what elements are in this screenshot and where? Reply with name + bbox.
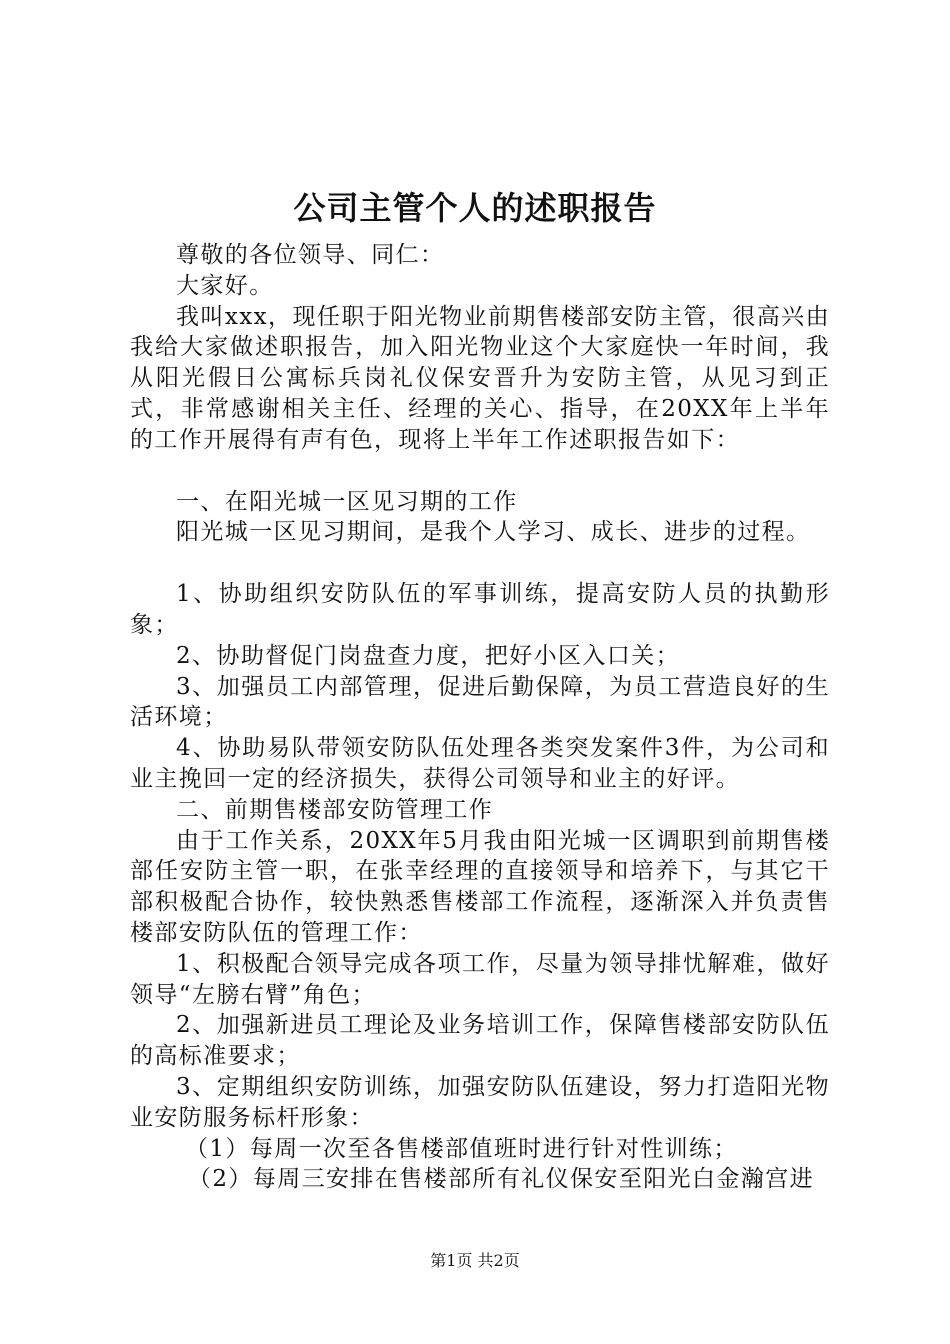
section-2-subitem-1: （1）每周一次至各售楼部值班时进行针对性训练； [185,1135,738,1162]
section-heading-1: 一、在阳光城一区见习期的工作 [176,488,518,515]
salutation: 尊敬的各位领导、同仁： [176,242,445,268]
section-2-intro: 由于工作关系，20XX年5月我由阳光城一区调职到前期售楼部任安防主管一职，在张幸经理的直接领导和培养下，与其它干部积极配合协作，较快熟悉售楼部工作流程，逐渐深入并负责售楼部安防队伍的管理工作： [130,827,830,946]
section-2-subitem-2: （2）每周三安排在售楼部所有礼仪保安至阳光白金瀚宫进 [188,1166,815,1193]
section-1-item-2: 2、协助督促门岗盘查力度，把好小区入口关； [176,642,681,669]
document-title: 公司主管个人的述职报告 [293,189,657,227]
section-1-item-1: 1、协助组织安防队伍的军事训练，提高安防人员的执勤形象； [130,581,830,638]
section-heading-2: 二、前期售楼部安防管理工作 [176,796,494,823]
blank-line [130,548,830,579]
greeting: 大家好。 [176,272,274,299]
section-2-item-2: 2、加强新进员工理论及业务培训工作，保障售楼部安防队伍的高标准要求； [130,1012,830,1070]
section-1-intro: 阳光城一区见习期间，是我个人学习、成长、进步的过程。 [176,519,811,546]
blank-line [130,456,830,487]
page-number: 第1页 共2页 [430,1251,520,1270]
section-2-item-1: 1、积极配合领导完成各项工作，尽量为领导排忧解难，做好领导“左膀右臂”角色； [130,950,830,1008]
section-1-item-4: 4、协助易队带领安防队伍处理各类突发案件3件，为公司和业主挽回一定的经济损失，获得公司领导和业主的好评。 [130,735,830,792]
document-body [130,240,830,1195]
section-1-item-3: 3、加强员工内部管理，促进后勤保障，为员工营造良好的生活环境； [130,673,830,731]
section-2-item-3: 3、定期组织安防训练，加强安防队伍建设，努力打造阳光物业安防服务标杆形象： [130,1073,830,1131]
intro-paragraph: 我叫xxx，现任职于阳光物业前期售楼部安防主管，很高兴由我给大家做述职报告，加入阳光物业这个大家庭快一年时间，我从阳光假日公寓标兵岗礼仪保安晋升为安防主管，从见习到正式，非常感谢相关主任、经理的关心、指导，在20XX年上半年的工作开展得有声有色，现将上半年工作述职报告如下： [130,303,830,453]
